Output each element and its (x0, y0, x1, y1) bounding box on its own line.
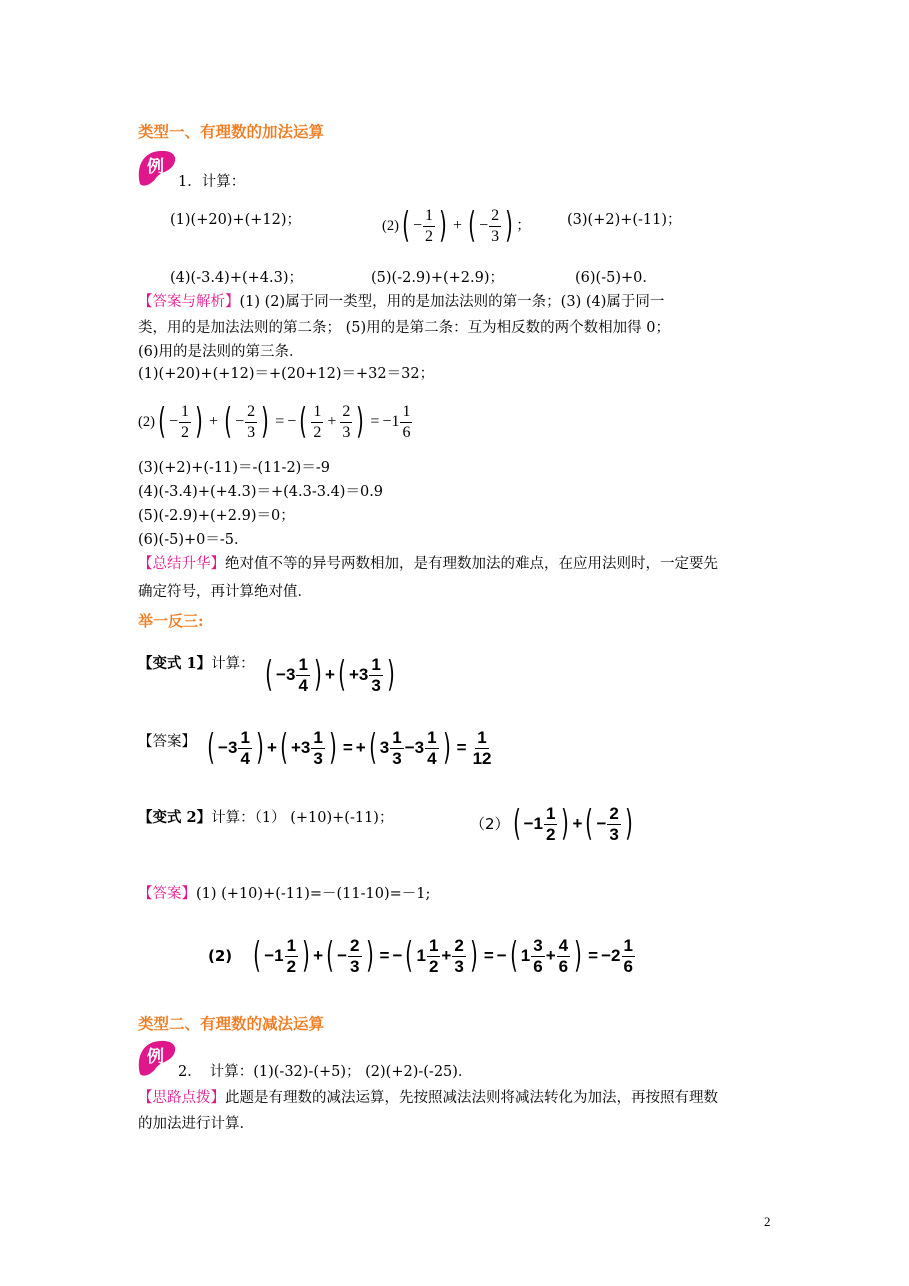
problem-6: (6)(-5)+0． (575, 270, 657, 286)
variant-1-answer-tag: 【答案】 (138, 734, 196, 750)
variant-2-line: 【变式 2】计算：（1） (+10)+(-11)； (138, 809, 394, 826)
thinking-tip-line-2: 的加法进行计算． (138, 1116, 254, 1132)
question-number: 2． (178, 1064, 202, 1080)
variant-2-answer-tag: 【答案】 (138, 886, 196, 902)
variant-1-line: 【变式 1】计算： (138, 655, 255, 672)
solution-2-expression: (2) ( − $\frac{1}{2}$ ) + ( − $\frac{2}{3}$ ) = − ( $\frac{1}{2}$ + $\frac{2}{3}$ ) = −1 $\frac{1}{6}$ (138, 401, 411, 442)
example-badge-icon (136, 148, 180, 188)
thinking-tip-tag: 【思路点拨】 (138, 1090, 225, 1106)
problem-5: (5)(-2.9)+(+2.9)； (371, 270, 504, 286)
question-2 (178, 1062, 472, 1082)
variant-1-expression: ( −3 $\frac{1}{4}$ ) + ( +3 $\frac{1}{3}$ ) (265, 654, 395, 695)
solution-5: (5)(-2.9)+(+2.9)＝0； (138, 508, 295, 524)
question-number: 1． (178, 174, 202, 190)
badge-label: 例 (147, 1047, 164, 1067)
problem-2-label: (2) (382, 218, 399, 234)
answer-analysis-line-3: (6)用的是法则的第三条． (138, 344, 304, 360)
answer-analysis-line-2: 类，用的是加法法则的第二条； (5)用的是第二条：互为相反数的两个数相加得 0； (138, 320, 670, 336)
thinking-tip-line-1: 【思路点拨】此题是有理数的减法运算，先按照减法法则将减法转化为加法，再按照有理数 (138, 1090, 718, 1106)
question-text: 计算： (201, 174, 246, 190)
variant-2-problem-2-expression: （2） ( −1 $\frac{1}{2}$ ) + ( − $\frac{2}{3}$ ) (470, 803, 633, 844)
problem-3: (3)(+2)+(-11)； (567, 212, 682, 228)
summary-line-2: 确定符号，再计算绝对值． (138, 584, 312, 600)
practice-title: 举一反三: (138, 612, 204, 630)
variant-1-answer-expression: ( −3 $\frac{1}{4}$ ) + ( +3 $\frac{1}{3}$ ) = + ( 3 $\frac{1}{3}$ − 3 $\frac{1}{4}$ ) = $\frac{1}{12}$ (207, 727, 492, 768)
page-number: 2 (764, 1214, 771, 1229)
question-1 (178, 172, 245, 192)
answer-analysis-tag: 【答案与解析】 (138, 294, 240, 310)
summary-line-1: 【总结升华】绝对值不等的异号两数相加，是有理数加法的难点，在应用法则时，一定要先 (138, 556, 718, 572)
badge-label: 例 (147, 157, 164, 177)
summary-tag: 【总结升华】 (138, 556, 225, 572)
example-badge-icon (136, 1038, 180, 1078)
problem-2-expression: (2) ( − $\frac{1}{2}$ ) + ( − $\frac{2}{3}$ ) ； (382, 205, 531, 246)
solution-3: (3)(+2)+(-11)＝-(11-2)＝-9 (138, 460, 330, 476)
solution-6: (6)(-5)+0＝-5． (138, 532, 249, 548)
problem-1: (1)(+20)+(+12)； (170, 212, 302, 228)
variant-2-answer-expression: (2) ( −1 $\frac{1}{2}$ ) + ( − $\frac{2}{3}$ ) = − ( 1 $\frac{1}{2}$ + $\frac{2}{3}$ ) = − ( 1 $\frac{3}{6}$ + $\frac{4}{6}$ ) = −2 $\frac{1}{6}$ (208, 935, 633, 976)
section-title-subtraction: 类型二、有理数的减法运算 (138, 1014, 325, 1033)
variant-2-tag: 【变式 2】 (138, 809, 212, 826)
variant-2-answer-line-1: 【答案】(1) (+10)+(-11)=－(11-10)=－1; (138, 886, 431, 902)
solution-4: (4)(-3.4)+(+4.3)＝+(4.3-3.4)＝0.9 (138, 484, 384, 500)
question-text: 计算：(1)(-32)-(+5)； (2)(+2)-(-25)． (209, 1064, 473, 1080)
solution-1: (1)(+20)+(+12)＝+(20+12)＝+32＝32； (138, 366, 435, 382)
answer-analysis-line-1: 【答案与解析】(1) (2)属于同一类型，用的是加法法则的第一条；(3) (4)属于同一 (138, 294, 665, 310)
variant-1-tag: 【变式 1】 (138, 655, 212, 672)
problem-4: (4)(-3.4)+(+4.3)； (170, 270, 303, 286)
section-title-addition: 类型一、有理数的加法运算 (138, 122, 325, 141)
